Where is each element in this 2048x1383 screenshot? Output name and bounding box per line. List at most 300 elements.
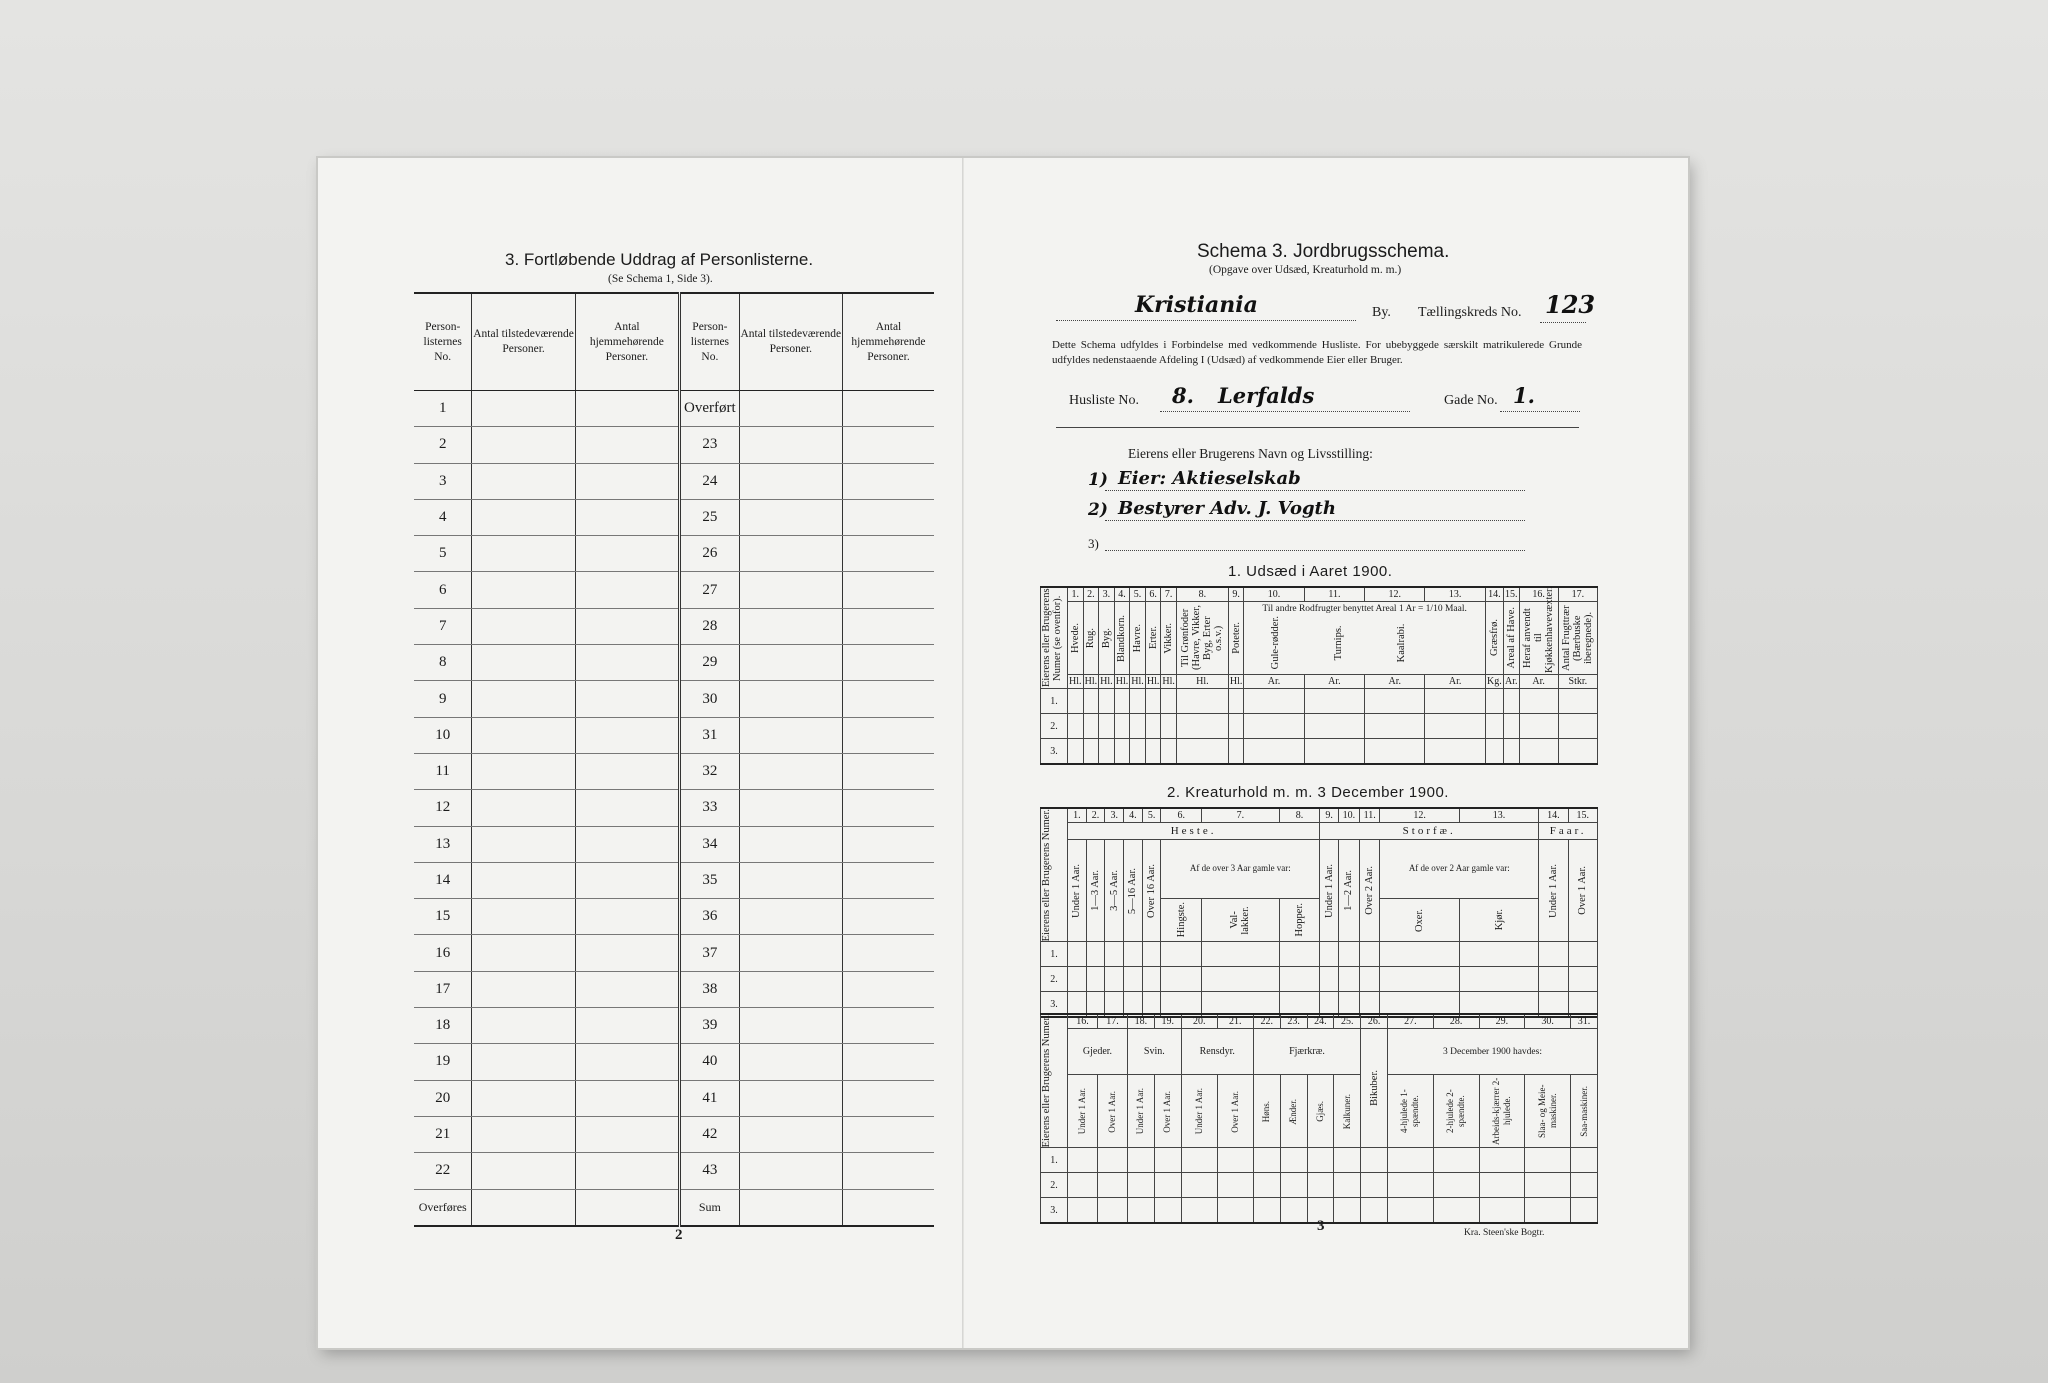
present-cell-2 [739,971,842,1007]
resident-cell-2 [842,935,934,971]
data-cell [1244,714,1304,739]
data-cell [1181,1173,1217,1198]
data-cell [1124,967,1143,992]
column-header [1380,898,1459,942]
livestock-table [1040,807,1598,1018]
column-number: 21. [1217,1014,1253,1029]
row-number: 13 [414,826,472,862]
column-header-label: Over 1 Aar. [1229,1090,1240,1133]
data-cell [1433,1198,1479,1224]
header-rule [1056,427,1579,428]
resident-cell-2 [842,753,934,789]
row-number: 7 [414,608,472,644]
data-cell [1433,1173,1479,1198]
column-number: 16. [1068,1014,1098,1029]
data-cell [1097,1173,1127,1198]
column-header [1105,840,1124,942]
present-cell-2 [739,1008,842,1044]
resident-cell-2 [842,790,934,826]
data-cell [1114,689,1130,714]
row-number: 15 [414,899,472,935]
header-person-no: Person-listernes No. [414,293,472,391]
column-header-label: Under 1 Aar. [1071,863,1083,918]
resident-cell [575,826,679,862]
column-header [1479,1075,1525,1148]
table-row [414,1153,934,1189]
data-cell [1361,1173,1388,1198]
resident-cell [575,935,679,971]
column-header-label: Høns. [1261,1100,1272,1122]
column-number: 11. [1359,808,1379,823]
unit-cell: Hl. [1115,676,1129,687]
resident-cell [575,645,679,681]
data-cell [1181,1198,1217,1224]
data-cell [1539,942,1568,967]
group-row [1041,823,1598,840]
resident-cell-2 [842,862,934,898]
table-row [414,971,934,1007]
resident-cell [575,1008,679,1044]
resident-cell-2 [842,1153,934,1189]
left-page-subtitle: (Se Schema 1, Side 3). [608,273,713,285]
column-header [1228,602,1244,675]
resident-cell-2 [842,1044,934,1080]
column-number: 14. [1485,587,1503,602]
column-number: 12. [1380,808,1459,823]
column-header [1124,840,1143,942]
present-cell-2 [739,862,842,898]
resident-cell [575,608,679,644]
column-header [1307,1075,1334,1148]
data-cell [1433,1148,1479,1173]
owner-line-2-text: Bestyrer Adv. J. Vogth [1118,498,1336,519]
column-number: 17. [1097,1014,1127,1029]
owner-line-1-rule [1105,490,1525,491]
data-cell [1161,739,1177,765]
subgroup-row [1041,840,1598,899]
row-label: 2. [1041,714,1068,739]
column-number: 6. [1161,808,1202,823]
data-cell [1425,689,1485,714]
column-header [1114,602,1130,675]
column-header [1201,898,1279,942]
column-header [1145,602,1161,675]
data-cell [1176,739,1228,765]
group-gjeder: Gjeder. [1068,1029,1128,1075]
table-row [1041,967,1598,992]
row-number-2: 23 [680,427,740,463]
owner-line-1-num: 1) [1088,470,1108,490]
column-header [1244,602,1485,675]
data-cell [1338,942,1359,967]
data-cell [1365,739,1425,765]
data-cell [1365,714,1425,739]
table-row [414,499,934,535]
header-present-2: Antal tilstedeværende Personer. [739,293,842,391]
column-number: 22. [1253,1014,1280,1029]
present-cell-2 [739,463,842,499]
data-cell [1154,1173,1181,1198]
data-cell [1068,1148,1098,1173]
husliste-value: 8. [1172,383,1194,408]
owner-number-label: Eierens eller Brugerens Numer. [1041,1015,1052,1148]
column-number: 28. [1433,1014,1479,1029]
data-cell [1099,714,1115,739]
column-header [1253,1075,1280,1148]
column-header [1558,602,1597,675]
column-number: 14. [1539,808,1568,823]
present-cell-2 [739,1080,842,1116]
data-cell [1083,739,1099,765]
data-cell [1503,689,1519,714]
data-cell [1105,967,1124,992]
column-number: 6. [1145,587,1161,602]
root-crop-subheader: Turnips. [1333,625,1345,661]
table-row [414,572,934,608]
data-cell [1320,942,1339,967]
row-number-2: 29 [680,645,740,681]
resident-cell-2 [842,499,934,535]
data-cell [1253,1148,1280,1173]
unit-cell: Hl. [1084,676,1098,687]
column-header [1099,602,1115,675]
data-cell [1304,689,1364,714]
data-cell [1114,714,1130,739]
column-number: 9. [1228,587,1244,602]
present-cell-2 [739,753,842,789]
resident-cell [575,971,679,1007]
section2-title: 2. Kreaturhold m. m. 3 December 1900. [1167,784,1449,801]
present-cell-2 [739,572,842,608]
header-person-no-2: Person-listernes No. [680,293,740,391]
row-number-2: 27 [680,572,740,608]
column-header-label: Heraf anvendt til Kjøkkenhavevæxter. [1522,586,1556,673]
column-header-label: Under 1 Aar. [1323,863,1335,918]
column-header-label: Rug. [1085,627,1097,649]
column-header-label: Til Grønfoder (Havre, Vikker, Byg, Erter o.s.v.) [1180,605,1225,671]
column-header [1485,602,1503,675]
data-cell [1280,1198,1307,1224]
column-header-label: 5—16 Aar. [1127,867,1139,914]
present-cell [472,645,575,681]
row-number-2: 37 [680,935,740,971]
row-number-2: 43 [680,1153,740,1189]
resident-cell-2 [842,645,934,681]
data-cell [1217,1148,1253,1173]
row-number-2: 35 [680,862,740,898]
data-cell [1201,942,1279,967]
data-cell [1145,689,1161,714]
data-cell [1217,1173,1253,1198]
column-header [1154,1075,1181,1148]
root-crop-subheaders [1244,616,1484,669]
column-header-label: Under 1 Aar. [1547,863,1559,918]
row-label: 1. [1041,942,1068,967]
data-cell [1161,967,1202,992]
row-label: 2. [1041,1173,1068,1198]
column-header-label: Over 1 Aar. [1162,1090,1173,1133]
column-header [1361,1029,1388,1148]
unit-cell: Stkr. [1558,675,1597,689]
column-header-label: Vikker. [1163,622,1175,654]
owner-line-1-text: Eier: Aktieselskab [1118,468,1301,489]
data-cell [1571,1173,1598,1198]
present-cell [472,935,575,971]
unit-cell: Hl. [1069,676,1082,687]
tellingskreds-value: 123 [1545,290,1596,319]
data-cell [1334,1148,1361,1173]
data-cell [1503,739,1519,765]
resident-cell [575,790,679,826]
data-cell [1519,714,1558,739]
header-resident-2: Antal hjemmehørende Personer. [842,293,934,391]
column-number: 17. [1558,587,1597,602]
column-header-label: 1—3 Aar. [1090,870,1102,912]
column-header-label: Hingste. [1175,902,1187,938]
column-number: 26. [1361,1014,1388,1029]
group-svin: Svin. [1127,1029,1181,1075]
data-cell [1068,739,1084,765]
data-cell [1097,1198,1127,1224]
table-row [1041,689,1598,714]
resident-cell [575,1116,679,1152]
column-header-label: Bikuber. [1368,1070,1380,1107]
unit-cell: Ar. [1505,676,1518,687]
person-list-table [414,292,934,1227]
table-row [414,899,934,935]
owner-number-label: Eierens eller Brugerens Numer. [1041,809,1052,942]
row-label: 1. [1041,1148,1068,1173]
by-label: By. [1372,305,1391,320]
data-cell [1359,942,1379,967]
unit-cell: Ar. [1244,675,1304,689]
present-cell-2 [739,717,842,753]
table-row [414,1080,934,1116]
column-header-label: Over 1 Aar. [1106,1090,1117,1133]
column-header [1097,1075,1127,1148]
column-number: 10. [1244,587,1304,602]
present-cell-2 [739,826,842,862]
resident-cell-2 [842,1008,934,1044]
table-row [414,717,934,753]
owner-number-label: Eierens eller Brugerens Numer (se ovenfor). [1041,588,1063,688]
unit-cell: Hl. [1162,676,1175,687]
row-number: 4 [414,499,472,535]
data-cell [1307,1173,1334,1198]
column-header [1320,840,1339,942]
unit-cell: Ar. [1425,675,1485,689]
data-cell [1380,967,1459,992]
present-cell [472,753,575,789]
row-label: 3. [1041,739,1068,765]
data-cell [1338,967,1359,992]
column-header-label: Under 1 Aar. [1076,1088,1087,1135]
present-cell-2 [739,935,842,971]
header-row [1041,602,1598,675]
gade-line [1500,411,1580,412]
left-page-title: 3. Fortløbende Uddrag af Personlisterne. [505,250,814,269]
present-cell [472,681,575,717]
column-header-label: Over 1 Aar. [1577,866,1589,916]
column-number: 19. [1154,1014,1181,1029]
data-cell [1244,739,1304,765]
data-cell [1320,967,1339,992]
present-cell [472,427,575,463]
column-number: 8. [1279,808,1320,823]
column-header [1568,840,1597,942]
column-number: 5. [1142,808,1161,823]
root-crop-group-label: Til andre Rodfrugter benyttet Areal 1 Ar = 1/10 Maal. [1262,604,1467,614]
column-number: 29. [1479,1014,1525,1029]
street-value: Lerfalds [1218,383,1315,408]
instructions-text: Dette Schema udfyldes i Forbindelse med vedkommende Husliste. For ubebyggede særskilt matrikulerede Grunde udfyldes nedenstaaende Afdeling I (Udsæd) af vedkommende Eier eller Bruger. [1052,339,1582,366]
column-number: 8. [1176,587,1228,602]
row-number: 19 [414,1044,472,1080]
number-row [1041,587,1598,602]
column-header-label: Byg. [1100,627,1112,649]
column-header [1086,840,1105,942]
unit-cell: Hl. [1176,675,1228,689]
resident-cell-2 [842,463,934,499]
row-number-2: 40 [680,1044,740,1080]
data-cell [1145,714,1161,739]
tellingskreds-label: Tællingskreds No. [1418,305,1522,320]
present-cell [472,826,575,862]
present-cell-2 [739,499,842,535]
data-cell [1161,689,1177,714]
row-label: 3. [1041,1198,1068,1224]
row-number-2: 28 [680,608,740,644]
table-row [414,681,934,717]
column-number: 27. [1388,1014,1434,1029]
table-row [414,935,934,971]
data-cell [1334,1198,1361,1224]
data-cell [1142,967,1161,992]
column-header-label: Blandkorn. [1116,614,1128,662]
present-cell-2 [739,1189,842,1226]
header-resident: Antal hjemmehørende Personer. [575,293,679,391]
column-header [1433,1075,1479,1148]
row-label: 3. [1041,992,1068,1018]
data-cell [1539,967,1568,992]
column-number: 13. [1459,808,1538,823]
data-cell [1105,942,1124,967]
resident-cell-2 [842,899,934,935]
header-row [1041,1075,1598,1148]
owner-number-header [1041,1014,1068,1148]
owner-number-header [1041,808,1068,942]
subgroup-storfae-old: Af de over 2 Aar gamle var: [1380,840,1539,899]
table-row [1041,714,1598,739]
data-cell [1099,739,1115,765]
data-cell [1228,689,1244,714]
row-number-2: 32 [680,753,740,789]
row-number: 1 [414,391,472,427]
column-header-label: Slaa- og Meie-maskiner. [1536,1084,1558,1139]
column-header [1068,1075,1098,1148]
row-number: 10 [414,717,472,753]
gade-value: 1. [1513,383,1535,408]
data-cell [1127,1173,1154,1198]
resident-cell-2 [842,536,934,572]
present-cell [472,536,575,572]
column-header [1176,602,1228,675]
row-number: 22 [414,1153,472,1189]
column-header-label: Areal af Have. [1505,607,1517,669]
unit-cell: Ar. [1304,675,1364,689]
column-header-label: 3—5 Aar. [1108,870,1120,912]
data-cell [1388,1148,1434,1173]
column-header [1571,1075,1598,1148]
column-number: 1. [1068,808,1087,823]
group-heste: Heste. [1068,823,1320,840]
present-cell-2 [739,899,842,935]
table-row [1041,942,1598,967]
data-cell [1068,1173,1098,1198]
column-header-label: Under 1 Aar. [1135,1088,1146,1135]
row-number-2: 26 [680,536,740,572]
data-cell [1176,689,1228,714]
group-december [1388,1029,1598,1075]
present-cell [472,790,575,826]
row-number-2: 30 [680,681,740,717]
resident-cell [575,1189,679,1226]
present-cell [472,1044,575,1080]
resident-cell-2 [842,971,934,1007]
data-cell [1145,739,1161,765]
present-cell-2 [739,645,842,681]
row-number: 9 [414,681,472,717]
data-cell [1304,739,1364,765]
data-cell [1558,714,1597,739]
data-cell [1485,739,1503,765]
owner-line-3-rule [1105,550,1525,551]
unit-cell: Hl. [1100,676,1113,687]
row-number-2: 36 [680,899,740,935]
resident-cell [575,391,679,427]
row-number: 11 [414,753,472,789]
data-cell [1558,739,1597,765]
column-header [1359,840,1379,942]
table-row [414,1116,934,1152]
data-cell [1359,967,1379,992]
present-cell [472,1189,575,1226]
table-row [414,1189,934,1226]
data-cell [1154,1148,1181,1173]
tellingskreds-line [1540,322,1586,323]
row-number-2: 38 [680,971,740,1007]
data-cell [1568,967,1597,992]
data-cell [1130,739,1146,765]
data-cell [1130,714,1146,739]
present-cell [472,499,575,535]
table-row [414,1044,934,1080]
present-cell [472,1080,575,1116]
column-number: 2. [1083,587,1099,602]
row-number-2: 41 [680,1080,740,1116]
unit-cell: Hl. [1229,676,1243,687]
data-cell [1568,942,1597,967]
resident-cell-2 [842,427,934,463]
column-number: 25. [1334,1014,1361,1029]
husliste-label: Husliste No. [1069,393,1139,408]
column-header [1280,1075,1307,1148]
city-handwritten: Kristiania [1135,292,1258,318]
resident-cell [575,427,679,463]
present-cell [472,1153,575,1189]
column-header [1127,1075,1154,1148]
data-cell [1244,689,1304,714]
